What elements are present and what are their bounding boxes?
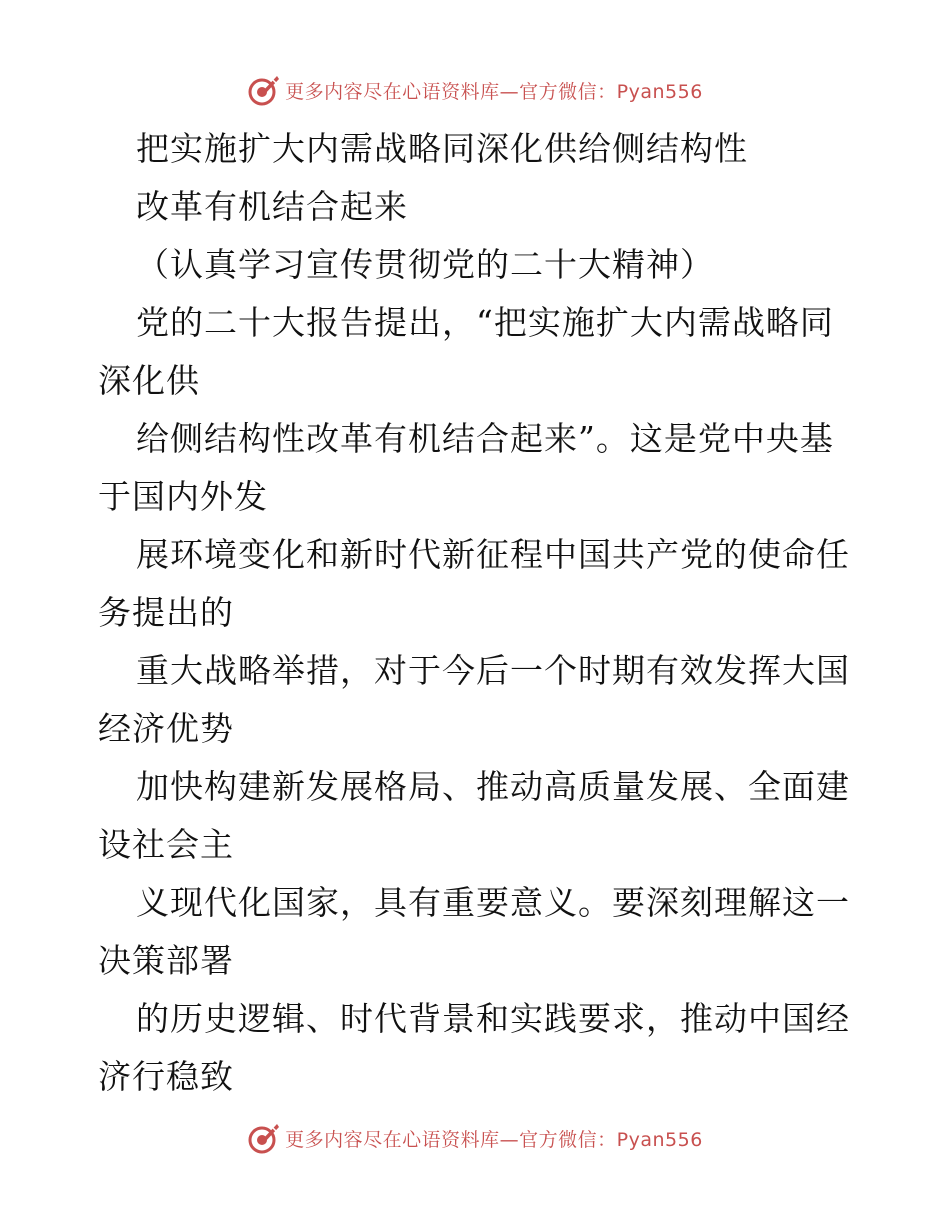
watermark-text: 更多内容尽在心语资料库—官方微信：Pyan556 xyxy=(285,1128,703,1151)
watermark-text: 更多内容尽在心语资料库—官方微信：Pyan556 xyxy=(285,80,703,103)
paragraph-line: 的历史逻辑、时代背景和实践要求，推动中国经 xyxy=(136,999,850,1038)
paragraph-line: 务提出的 xyxy=(98,593,234,632)
paragraph-line: 决策部署 xyxy=(98,941,234,980)
paragraph-line: 加快构建新发展格局、推动高质量发展、全面建 xyxy=(136,767,850,806)
paragraph-line: 于国内外发 xyxy=(98,477,268,516)
paragraph-line: 深化供 xyxy=(98,361,200,400)
paragraph-line: 设社会主 xyxy=(98,825,234,864)
footer-watermark xyxy=(0,1118,950,1158)
paragraph-line: 重大战略举措，对于今后一个时期有效发挥大国 xyxy=(136,651,850,690)
document-title-line-1: 把实施扩大内需战略同深化供给侧结构性 xyxy=(136,129,748,168)
paragraph-line: 党的二十大报告提出，“把实施扩大内需战略同 xyxy=(136,303,834,342)
paragraph-line: 义现代化国家，具有重要意义。要深刻理解这一 xyxy=(136,883,850,922)
document-title-line-2: 改革有机结合起来 xyxy=(136,187,408,226)
feather-logo-icon xyxy=(247,1121,281,1155)
paragraph-line: 展环境变化和新时代新征程中国共产党的使命任 xyxy=(136,535,850,574)
document-subtitle: （认真学习宣传贯彻党的二十大精神） xyxy=(136,245,714,284)
feather-logo-icon xyxy=(247,73,281,107)
paragraph-line: 经济优势 xyxy=(98,709,234,748)
header-watermark xyxy=(0,70,950,110)
paragraph-line: 济行稳致 xyxy=(98,1057,234,1096)
paragraph-line: 给侧结构性改革有机结合起来”。这是党中央基 xyxy=(136,419,834,458)
